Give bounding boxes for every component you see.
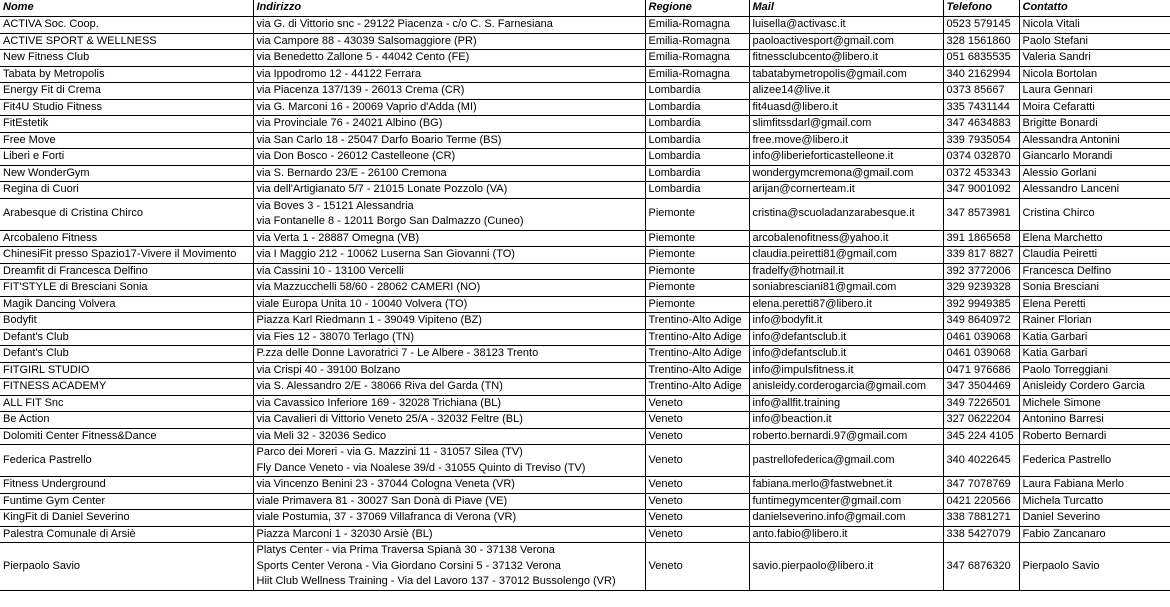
cell-mail[interactable]: luisella@activasc.it <box>749 17 943 34</box>
address-line: via Cassini 10 - 13100 Vercelli <box>256 264 404 277</box>
cell-mail[interactable]: info@beaction.it <box>749 412 943 429</box>
cell-contact[interactable]: Katia Garbari <box>1019 346 1170 363</box>
cell-phone[interactable]: 340 4022645 <box>943 445 1019 477</box>
cell-mail[interactable]: savio.pierpaolo@libero.it <box>749 543 943 591</box>
cell-name[interactable]: Energy Fit di Crema <box>0 83 253 100</box>
table-row <box>0 296 1170 313</box>
cell-name[interactable]: New WonderGym <box>0 165 253 182</box>
cell-address[interactable] <box>253 428 645 445</box>
cell-name[interactable]: FITGIRL STUDIO <box>0 362 253 379</box>
address-line: via Verta 1 - 28887 Omegna (VB) <box>256 231 420 244</box>
table-row <box>0 493 1170 510</box>
address-line: Sports Center Verona - Via Giordano Corsini 5 - 37132 Verona <box>256 559 561 572</box>
cell-region[interactable]: Lombardia <box>645 182 749 199</box>
table-row <box>0 329 1170 346</box>
table-row <box>0 280 1170 297</box>
cell-address[interactable] <box>253 412 645 429</box>
cell-contact[interactable]: Cristina Chirco <box>1019 198 1170 230</box>
cell-address[interactable] <box>253 99 645 116</box>
cell-phone[interactable]: 347 9001092 <box>943 182 1019 199</box>
cell-mail[interactable]: alizee14@live.it <box>749 83 943 100</box>
address-line: via San Carlo 18 - 25047 Darfo Boario Terme (BS) <box>256 133 502 146</box>
cell-contact[interactable]: Alessandro Lanceni <box>1019 182 1170 199</box>
cell-region[interactable]: Veneto <box>645 412 749 429</box>
cell-contact[interactable]: Nicola Vitali <box>1019 17 1170 34</box>
cell-address[interactable] <box>253 132 645 149</box>
cell-name[interactable]: Federica Pastrello <box>0 445 253 477</box>
cell-phone[interactable]: 0373 85667 <box>943 83 1019 100</box>
cell-name[interactable]: Palestra Comunale di Arsiè <box>0 526 253 543</box>
cell-name[interactable]: Be Action <box>0 412 253 429</box>
cell-contact[interactable]: Nicola Bortolan <box>1019 66 1170 83</box>
cell-contact[interactable]: Alessio Gorlani <box>1019 165 1170 182</box>
cell-name[interactable]: Bodyfit <box>0 313 253 330</box>
cell-name[interactable]: Pierpaolo Savio <box>0 543 253 591</box>
table-row <box>0 428 1170 445</box>
table-row <box>0 132 1170 149</box>
table-row <box>0 99 1170 116</box>
cell-contact[interactable]: Moira Cefaratti <box>1019 99 1170 116</box>
cell-address[interactable] <box>253 313 645 330</box>
table-row <box>0 543 1170 591</box>
cell-mail[interactable]: fitnessclubcento@libero.it <box>749 50 943 67</box>
address-line: via Piacenza 137/139 - 26013 Crema (CR) <box>256 84 465 96</box>
cell-phone[interactable]: 328 1561860 <box>943 33 1019 50</box>
cell-contact[interactable]: Anisleidy Cordero Garcia <box>1019 379 1170 396</box>
cell-address[interactable] <box>253 395 645 412</box>
cell-address[interactable] <box>253 543 645 591</box>
cell-address[interactable] <box>253 165 645 182</box>
cell-address[interactable] <box>253 379 645 396</box>
cell-region[interactable]: Trentino-Alto Adige <box>645 313 749 330</box>
cell-address[interactable] <box>253 526 645 543</box>
cell-name[interactable]: Dolomiti Center Fitness&Dance <box>0 428 253 445</box>
cell-name[interactable]: FitEstetik <box>0 116 253 133</box>
address-line: viale Postumia, 37 - 37069 Villafranca di Verona (VR) <box>256 511 517 523</box>
cell-phone[interactable]: 327 0622204 <box>943 412 1019 429</box>
cell-name[interactable]: Defant's Club <box>0 329 253 346</box>
header-row <box>0 0 1170 17</box>
cell-region[interactable]: Piemonte <box>645 230 749 247</box>
cell-name[interactable]: KingFit di Daniel Severino <box>0 510 253 527</box>
cell-contact[interactable]: Michele Simone <box>1019 395 1170 412</box>
cell-region[interactable]: Veneto <box>645 526 749 543</box>
cell-name[interactable]: FIT'STYLE di Bresciani Sonia <box>0 280 253 297</box>
cell-phone[interactable]: 347 6876320 <box>943 543 1019 591</box>
cell-mail[interactable]: soniabresciani81@gmail.com <box>749 280 943 297</box>
cell-mail[interactable]: funtimegymcenter@gmail.com <box>749 493 943 510</box>
cell-contact[interactable]: Alessandra Antonini <box>1019 132 1170 149</box>
address-line: via Crispi 40 - 39100 Bolzano <box>256 363 401 376</box>
table-row <box>0 17 1170 34</box>
cell-mail[interactable]: claudia.peiretti81@gmail.com <box>749 247 943 264</box>
cell-name[interactable]: ACTIVE SPORT & WELLNESS <box>0 33 253 50</box>
cell-phone[interactable]: 0421 220566 <box>943 493 1019 510</box>
cell-region[interactable]: Lombardia <box>645 99 749 116</box>
table-row <box>0 477 1170 494</box>
cell-region[interactable]: Veneto <box>645 493 749 510</box>
table-row <box>0 313 1170 330</box>
cell-mail[interactable]: info@defantsclub.it <box>749 329 943 346</box>
cell-phone[interactable]: 0471 976686 <box>943 362 1019 379</box>
address-line: via dell'Artigianato 5/7 - 21015 Lonate Pozzolo (VA) <box>256 183 508 195</box>
table-row <box>0 230 1170 247</box>
cell-name[interactable]: ACTIVA Soc. Coop. <box>0 17 253 34</box>
cell-phone[interactable]: 340 2162994 <box>943 66 1019 83</box>
cell-mail[interactable]: roberto.bernardi.97@gmail.com <box>749 428 943 445</box>
cell-region[interactable]: Lombardia <box>645 165 749 182</box>
cell-mail[interactable]: pastrellofederica@gmail.com <box>749 445 943 477</box>
table-row <box>0 198 1170 230</box>
cell-region[interactable]: Veneto <box>645 428 749 445</box>
address-line: via Benedetto Zallone 5 - 44042 Cento (FE) <box>256 51 470 63</box>
cell-phone[interactable]: 339 817 8827 <box>943 247 1019 264</box>
cell-contact[interactable]: Francesca Delfino <box>1019 263 1170 280</box>
cell-address[interactable] <box>253 50 645 67</box>
cell-contact[interactable]: Katia Garbari <box>1019 329 1170 346</box>
cell-mail[interactable]: info@bodyfit.it <box>749 313 943 330</box>
cell-address[interactable] <box>253 247 645 264</box>
cell-name[interactable]: Liberi e Forti <box>0 149 253 166</box>
cell-address[interactable] <box>253 83 645 100</box>
address-line: via Mazzucchelli 58/60 - 28062 CAMERI (NO) <box>256 281 481 293</box>
cell-region[interactable]: Veneto <box>645 395 749 412</box>
cell-name[interactable]: ChinesiFit presso Spazio17-Vivere il Movimento <box>0 247 253 264</box>
cell-phone[interactable]: 329 9239328 <box>943 280 1019 297</box>
cell-address[interactable] <box>253 66 645 83</box>
cell-address[interactable] <box>253 149 645 166</box>
cell-region[interactable]: Emilia-Romagna <box>645 66 749 83</box>
cell-region[interactable]: Veneto <box>645 445 749 477</box>
table-row <box>0 116 1170 133</box>
cell-region[interactable]: Lombardia <box>645 132 749 149</box>
address-line: P.zza delle Donne Lavoratrici 7 - Le Albere - 38123 Trento <box>256 347 539 359</box>
cell-address[interactable] <box>253 17 645 34</box>
cell-contact[interactable]: Elena Peretti <box>1019 296 1170 313</box>
address-line: via Vincenzo Benini 23 - 37044 Cologna Veneta (VR) <box>256 478 515 490</box>
cell-contact[interactable]: Roberto Bernardi <box>1019 428 1170 445</box>
cell-region[interactable]: Piemonte <box>645 247 749 264</box>
cell-region[interactable]: Piemonte <box>645 198 749 230</box>
table-row <box>0 263 1170 280</box>
address-line: Platys Center - via Prima Traversa Spianà 30 - 37138 Verona <box>256 544 555 556</box>
cell-mail[interactable]: arcobalenofitness@yahoo.it <box>749 230 943 247</box>
cell-region[interactable]: Veneto <box>645 510 749 527</box>
cell-mail[interactable]: info@impulsfitness.it <box>749 362 943 379</box>
cell-address[interactable] <box>253 510 645 527</box>
cell-address[interactable] <box>253 493 645 510</box>
cell-region[interactable]: Trentino-Alto Adige <box>645 346 749 363</box>
cell-name[interactable]: Funtime Gym Center <box>0 493 253 510</box>
cell-name[interactable]: Fitness Underground <box>0 477 253 494</box>
cell-contact[interactable]: Fabio Zancanaro <box>1019 526 1170 543</box>
cell-contact[interactable]: Rainer Florian <box>1019 313 1170 330</box>
cell-name[interactable]: Dreamfit di Francesca Delfino <box>0 263 253 280</box>
table-row <box>0 83 1170 100</box>
cell-region[interactable]: Lombardia <box>645 83 749 100</box>
cell-phone[interactable]: 392 3772006 <box>943 263 1019 280</box>
address-line: via Cavalieri di Vittorio Veneto 25/A - 32032 Feltre (BL) <box>256 413 523 425</box>
cell-address[interactable] <box>253 362 645 379</box>
cell-region[interactable]: Emilia-Romagna <box>645 33 749 50</box>
cell-name[interactable]: Defant's Club <box>0 346 253 363</box>
table-row <box>0 247 1170 264</box>
cell-phone[interactable]: 345 224 4105 <box>943 428 1019 445</box>
cell-address[interactable] <box>253 346 645 363</box>
cell-mail[interactable]: arijan@cornerteam.it <box>749 182 943 199</box>
address-line: via G. Marconi 16 - 20069 Vaprio d'Adda (MI) <box>256 100 477 113</box>
address-line: via Ippodromo 12 - 44122 Ferrara <box>256 67 421 80</box>
cell-address[interactable] <box>253 329 645 346</box>
cell-name[interactable]: Fit4U Studio Fitness <box>0 99 253 116</box>
cell-phone[interactable]: 347 4634883 <box>943 116 1019 133</box>
table-row <box>0 66 1170 83</box>
cell-region[interactable]: Trentino-Alto Adige <box>645 362 749 379</box>
cell-region[interactable]: Emilia-Romagna <box>645 50 749 67</box>
table-row <box>0 412 1170 429</box>
cell-phone[interactable]: 0461 039068 <box>943 329 1019 346</box>
cell-phone[interactable]: 338 5427079 <box>943 526 1019 543</box>
cell-mail[interactable]: danielseverino.info@gmail.com <box>749 510 943 527</box>
cell-phone[interactable]: 0523 579145 <box>943 17 1019 34</box>
cell-contact[interactable]: Federica Pastrello <box>1019 445 1170 477</box>
cell-name[interactable]: Free Move <box>0 132 253 149</box>
cell-mail[interactable]: info@liberieforticastelleone.it <box>749 149 943 166</box>
cell-address[interactable] <box>253 477 645 494</box>
cell-phone[interactable]: 349 8640972 <box>943 313 1019 330</box>
header-address: Indirizzo <box>253 0 645 17</box>
table-row <box>0 362 1170 379</box>
address-line: Parco dei Moreri - via G. Mazzini 11 - 31057 Silea (TV) <box>256 446 523 458</box>
address-line: via Fies 12 - 38070 Terlago (TN) <box>256 330 415 343</box>
table-row <box>0 346 1170 363</box>
cell-phone[interactable]: 392 9949385 <box>943 296 1019 313</box>
cell-contact[interactable]: Valeria Sandri <box>1019 50 1170 67</box>
cell-address[interactable] <box>253 198 645 230</box>
address-line: Piazza Karl Riedmann 1 - 39049 Vipiteno (BZ) <box>256 314 482 326</box>
address-line: Piazza Marconi 1 - 32030 Arsiè (BL) <box>256 527 433 540</box>
cell-contact[interactable]: Brigitte Bonardi <box>1019 116 1170 133</box>
address-line: Hiit Club Wellness Training - Via del Lavoro 137 - 37012 Bussolengo (VR) <box>256 575 616 587</box>
table-body <box>0 17 1170 591</box>
cell-mail[interactable]: cristina@scuoladanzarabesque.it <box>749 198 943 230</box>
cell-name[interactable]: Magik Dancing Volvera <box>0 296 253 313</box>
cell-mail[interactable]: tabatabymetropolis@gmail.com <box>749 66 943 83</box>
address-line: via Provinciale 76 - 24021 Albino (BG) <box>256 117 443 129</box>
cell-contact[interactable]: Laura Gennari <box>1019 83 1170 100</box>
address-line: via Fontanelle 8 - 12011 Borgo San Dalmazzo (Cuneo) <box>256 215 524 227</box>
cell-mail[interactable]: fradelfy@hotmail.it <box>749 263 943 280</box>
cell-address[interactable] <box>253 280 645 297</box>
cell-region[interactable]: Trentino-Alto Adige <box>645 329 749 346</box>
address-line: viale Europa Unita 10 - 10040 Volvera (TO) <box>256 297 468 310</box>
cell-address[interactable] <box>253 230 645 247</box>
cell-mail[interactable]: slimfitssdarl@gmail.com <box>749 116 943 133</box>
cell-mail[interactable]: elena.peretti87@libero.it <box>749 296 943 313</box>
table-row <box>0 526 1170 543</box>
cell-contact[interactable]: Claudia Peiretti <box>1019 247 1170 264</box>
cell-address[interactable] <box>253 296 645 313</box>
cell-contact[interactable]: Paolo Torreggiani <box>1019 362 1170 379</box>
cell-phone[interactable]: 391 1865658 <box>943 230 1019 247</box>
header-mail: Mail <box>749 0 943 17</box>
header-region: Regione <box>645 0 749 17</box>
cell-phone[interactable]: 051 6835535 <box>943 50 1019 67</box>
cell-address[interactable] <box>253 116 645 133</box>
cell-mail[interactable]: info@allfit.training <box>749 395 943 412</box>
cell-phone[interactable]: 347 8573981 <box>943 198 1019 230</box>
address-line: via S. Alessandro 2/E - 38066 Riva del Garda (TN) <box>256 380 503 392</box>
cell-mail[interactable]: anisleidy.corderogarcia@gmail.com <box>749 379 943 396</box>
address-line: via G. di Vittorio snc - 29122 Piacenza - c/o C. S. Farnesiana <box>256 18 553 30</box>
cell-contact[interactable]: Giancarlo Morandi <box>1019 149 1170 166</box>
cell-mail[interactable]: fabiana.merlo@fastwebnet.it <box>749 477 943 494</box>
cell-name[interactable]: FITNESS ACADEMY <box>0 379 253 396</box>
cell-name[interactable]: ALL FIT Snc <box>0 395 253 412</box>
cell-mail[interactable]: anto.fabio@libero.it <box>749 526 943 543</box>
cell-name[interactable]: Arcobaleno Fitness <box>0 230 253 247</box>
cell-contact[interactable]: Laura Fabiana Merlo <box>1019 477 1170 494</box>
cell-phone[interactable]: 0372 453343 <box>943 165 1019 182</box>
address-line: via Boves 3 - 15121 Alessandria <box>256 199 414 212</box>
table-row <box>0 379 1170 396</box>
address-line: Fly Dance Veneto - via Noalese 39/d - 31055 Quinto di Treviso (TV) <box>256 461 586 474</box>
cell-name[interactable]: New Fitness Club <box>0 50 253 67</box>
cell-contact[interactable]: Michela Turcatto <box>1019 493 1170 510</box>
cell-contact[interactable]: Antonino Barresi <box>1019 412 1170 429</box>
table-row <box>0 33 1170 50</box>
cell-phone[interactable]: 347 7078769 <box>943 477 1019 494</box>
cell-contact[interactable]: Pierpaolo Savio <box>1019 543 1170 591</box>
cell-phone[interactable]: 335 7431144 <box>943 99 1019 116</box>
cell-name[interactable]: Regina di Cuori <box>0 182 253 199</box>
cell-contact[interactable]: Sonia Bresciani <box>1019 280 1170 297</box>
cell-region[interactable]: Piemonte <box>645 280 749 297</box>
cell-contact[interactable]: Daniel Severino <box>1019 510 1170 527</box>
table-row <box>0 149 1170 166</box>
cell-name[interactable]: Tabata by Metropolis <box>0 66 253 83</box>
cell-phone[interactable]: 347 3504469 <box>943 379 1019 396</box>
address-line: via S. Bernardo 23/E - 26100 Cremona <box>256 166 447 179</box>
address-line: via I Maggio 212 - 10062 Luserna San Giovanni (TO) <box>256 248 515 260</box>
cell-region[interactable]: Lombardia <box>645 116 749 133</box>
cell-name[interactable]: Arabesque di Cristina Chirco <box>0 198 253 230</box>
address-line: via Campore 88 - 43039 Salsomaggiore (PR) <box>256 34 477 47</box>
header-name: Nome <box>0 0 253 17</box>
cell-region[interactable]: Trentino-Alto Adige <box>645 379 749 396</box>
table-row <box>0 165 1170 182</box>
cell-contact[interactable]: Paolo Stefani <box>1019 33 1170 50</box>
cell-contact[interactable]: Elena Marchetto <box>1019 230 1170 247</box>
table-row <box>0 510 1170 527</box>
address-line: via Meli 32 - 32036 Sedico <box>256 429 387 442</box>
address-line: via Cavassico Inferiore 169 - 32028 Trichiana (BL) <box>256 396 502 409</box>
cell-address[interactable] <box>253 445 645 477</box>
cell-region[interactable]: Piemonte <box>645 296 749 313</box>
cell-region[interactable]: Veneto <box>645 543 749 591</box>
header-contact: Contatto <box>1019 0 1170 17</box>
cell-region[interactable]: Piemonte <box>645 263 749 280</box>
cell-mail[interactable]: free.move@libero.it <box>749 132 943 149</box>
cell-region[interactable]: Veneto <box>645 477 749 494</box>
table-row <box>0 395 1170 412</box>
cell-address[interactable] <box>253 182 645 199</box>
cell-address[interactable] <box>253 263 645 280</box>
table-row <box>0 50 1170 67</box>
cell-phone[interactable]: 338 7881271 <box>943 510 1019 527</box>
header-phone: Telefono <box>943 0 1019 17</box>
cell-region[interactable]: Emilia-Romagna <box>645 17 749 34</box>
table-row <box>0 445 1170 477</box>
address-line: via Don Bosco - 26012 Castelleone (CR) <box>256 150 456 162</box>
table-row <box>0 182 1170 199</box>
address-line: viale Primavera 81 - 30027 San Donà di Piave (VE) <box>256 494 508 507</box>
cell-mail[interactable]: wondergymcremona@gmail.com <box>749 165 943 182</box>
cell-phone[interactable]: 0374 032870 <box>943 149 1019 166</box>
cell-address[interactable] <box>253 33 645 50</box>
cell-phone[interactable]: 0461 039068 <box>943 346 1019 363</box>
cell-phone[interactable]: 339 7935054 <box>943 132 1019 149</box>
cell-mail[interactable]: paoloactivesport@gmail.com <box>749 33 943 50</box>
cell-region[interactable]: Lombardia <box>645 149 749 166</box>
cell-mail[interactable]: info@defantsclub.it <box>749 346 943 363</box>
cell-phone[interactable]: 349 7226501 <box>943 395 1019 412</box>
cell-mail[interactable]: fit4uasd@libero.it <box>749 99 943 116</box>
